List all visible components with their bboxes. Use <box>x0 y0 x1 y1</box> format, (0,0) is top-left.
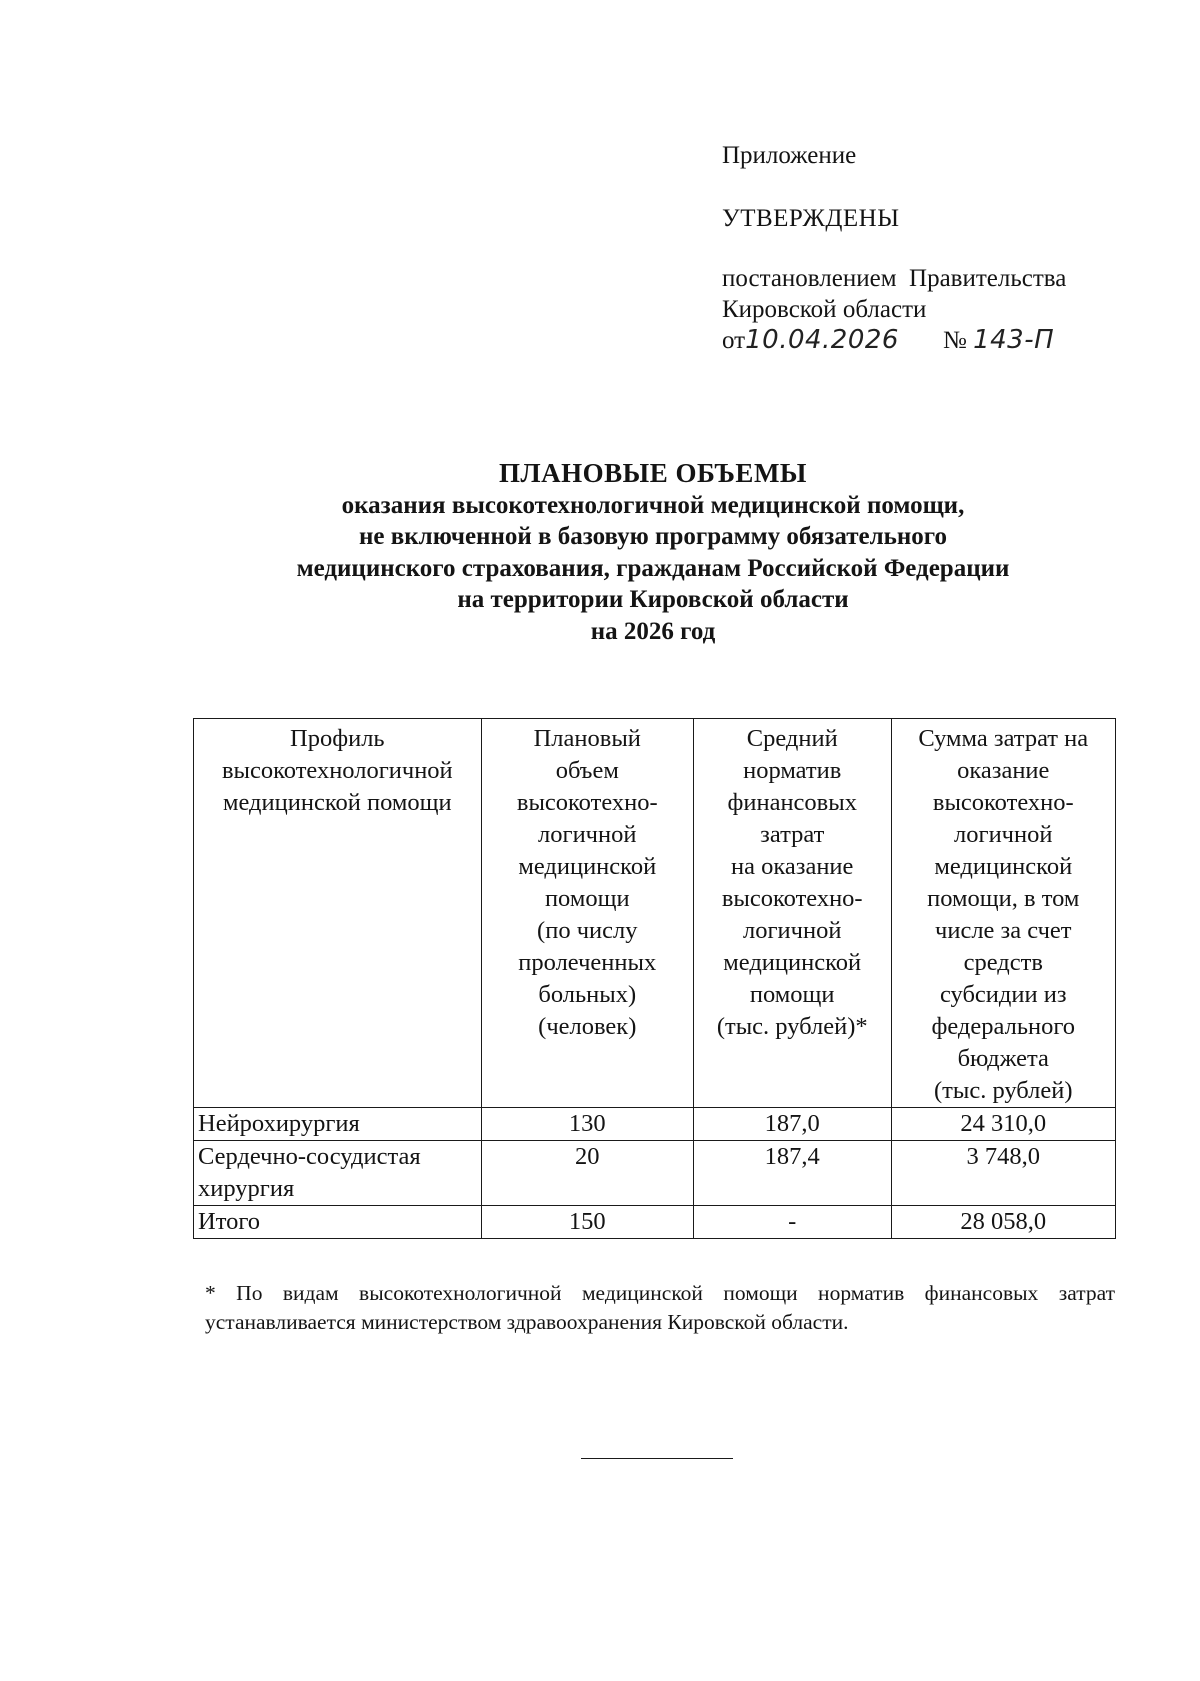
cell-norm: 187,4 <box>693 1141 891 1206</box>
header-line: медицинской <box>723 949 862 976</box>
cell-sum: 3 748,0 <box>891 1141 1115 1206</box>
title-line-2: не включенной в базовую программу обязательного <box>359 523 947 550</box>
table-row <box>194 1108 1116 1141</box>
date-prefix: от <box>722 327 746 354</box>
profile-line: Сердечно-сосудистая <box>198 1143 421 1170</box>
header-line: медицинской <box>518 853 657 880</box>
header-line: больных) <box>538 981 637 1008</box>
header-line: субсидии из <box>939 981 1067 1008</box>
profile-line: Нейрохирургия <box>198 1110 360 1137</box>
header-planned-volume <box>481 719 693 1108</box>
header-line: медицинской <box>934 853 1073 880</box>
header-line: объем <box>555 757 619 784</box>
cell-profile <box>194 1141 482 1206</box>
table-row <box>194 1141 1116 1206</box>
header-line: числе за счет <box>935 917 1072 944</box>
header-profile <box>194 719 482 1108</box>
title-main: ПЛАНОВЫЕ ОБЪЕМЫ <box>499 458 807 488</box>
header-line: Средний <box>746 725 838 752</box>
header-line: высокотехнологичной <box>221 757 453 784</box>
decree-number: 143-П <box>973 325 1055 355</box>
cell-volume: 20 <box>481 1141 693 1206</box>
header-line: высокотехно- <box>932 789 1074 816</box>
approved-label: УТВЕРЖДЕНЫ <box>722 205 900 232</box>
decree-line-1: постановлением Правительства <box>722 265 1067 292</box>
header-line: федерального <box>931 1013 1076 1040</box>
approval-block <box>722 140 1162 356</box>
header-line: затрат <box>760 821 825 848</box>
header-line: логичной <box>743 917 842 944</box>
header-line: оказание <box>957 757 1050 784</box>
cell-norm: 187,0 <box>693 1108 891 1141</box>
table-row-total <box>194 1206 1116 1239</box>
end-divider <box>581 1458 733 1459</box>
cell-sum: 28 058,0 <box>891 1206 1115 1239</box>
number-sign: № <box>942 327 967 354</box>
header-line: (тыс. рублей) <box>934 1077 1073 1104</box>
header-line: финансовых <box>727 789 857 816</box>
appendix-label: Приложение <box>722 142 857 169</box>
header-line: (тыс. рублей)* <box>716 1013 868 1040</box>
footnote: * По видам высокотехнологичной медицинской помощи норматив финансовых затрат устанавливается министерством здравоохранения Кировской области. <box>205 1281 1115 1334</box>
cell-volume: 130 <box>481 1108 693 1141</box>
decree-reference <box>722 263 1162 356</box>
header-line: медицинской помощи <box>223 789 452 816</box>
decree-line-2: Кировской области <box>722 296 927 323</box>
profile-line: Итого <box>198 1208 261 1235</box>
header-line: логичной <box>954 821 1053 848</box>
header-line: (по числу <box>537 917 638 944</box>
decree-date-number <box>722 325 1162 356</box>
title-line-1: оказания высокотехнологичной медицинской помощи, <box>341 491 965 519</box>
cell-sum: 24 310,0 <box>891 1108 1115 1141</box>
header-line: высокотехно- <box>721 885 863 912</box>
cell-profile <box>194 1206 482 1239</box>
document-title <box>0 458 1200 647</box>
title-line-4: на территории Кировской области <box>457 586 849 613</box>
title-line-3: медицинского страхования, гражданам Российской Федерации <box>296 554 1010 582</box>
header-line: Сумма затрат на <box>918 725 1089 752</box>
header-line: средств <box>963 949 1043 976</box>
header-line: бюджета <box>957 1045 1049 1072</box>
decree-date: 10.04.2026 <box>745 325 899 355</box>
header-line: помощи <box>749 981 835 1008</box>
header-line: помощи <box>544 885 630 912</box>
header-line: высокотехно- <box>516 789 658 816</box>
header-line: логичной <box>538 821 637 848</box>
header-line: пролеченных <box>518 949 657 976</box>
header-line: помощи, в том <box>927 885 1080 912</box>
header-line: (человек) <box>538 1013 637 1040</box>
profile-line: хирургия <box>198 1175 295 1202</box>
header-total-cost <box>891 719 1115 1108</box>
title-line-5: на 2026 год <box>590 617 716 645</box>
table-header-row <box>194 719 1116 1108</box>
header-line: норматив <box>743 757 842 784</box>
header-line: на оказание <box>731 853 854 880</box>
header-line: Плановый <box>533 725 641 752</box>
header-average-norm <box>693 719 891 1108</box>
cell-volume: 150 <box>481 1206 693 1239</box>
cell-profile <box>194 1108 482 1141</box>
cell-norm: - <box>693 1206 891 1239</box>
planned-volumes-table <box>193 718 1116 1239</box>
header-line: Профиль <box>290 725 385 752</box>
